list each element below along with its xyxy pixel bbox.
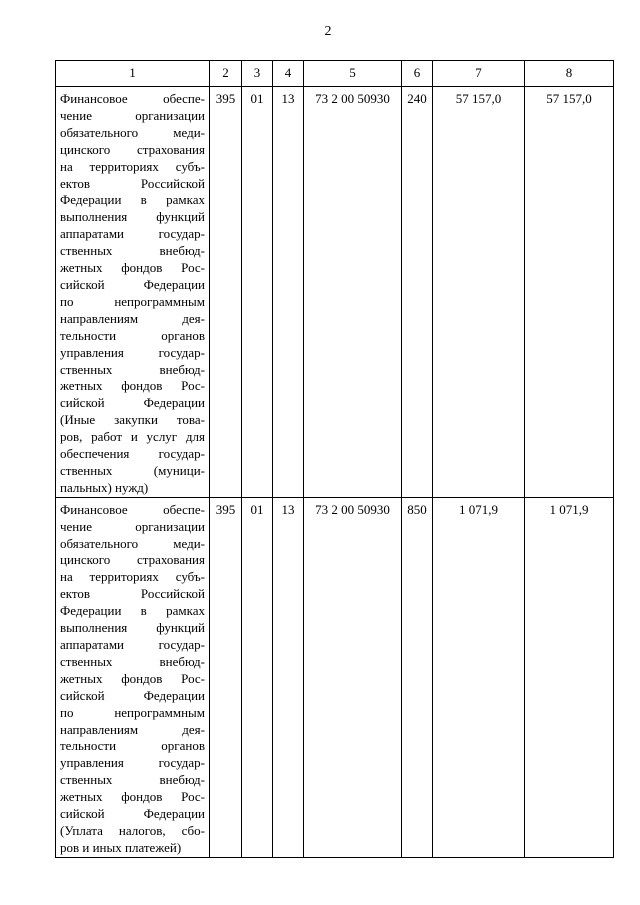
row-col-8: 1 071,9 — [525, 497, 614, 857]
description-line: по непрограммным — [60, 704, 205, 720]
row-description — [56, 497, 210, 857]
description-line: Финансовое обеспе- — [60, 501, 205, 517]
row-col-4: 13 — [273, 497, 304, 857]
description-line: чение организации — [60, 518, 205, 534]
description-line: ственных внебюд- — [60, 653, 205, 669]
description-line: Финансовое обеспе- — [60, 91, 205, 106]
description-line: чение организации — [60, 107, 205, 123]
row-col-6: 240 — [402, 87, 433, 498]
description-line: сийской Федерации — [60, 276, 205, 292]
header-cell-6: 6 — [402, 61, 433, 87]
description-line: цинского страхования — [60, 552, 205, 568]
description-line: ственных (муници- — [60, 462, 205, 478]
description-line: ров, работ и услуг для — [60, 429, 205, 445]
header-cell-3: 3 — [242, 61, 273, 87]
description-line: Федерации в рамках — [60, 603, 205, 619]
row-col-2: 395 — [210, 497, 242, 857]
row-col-3: 01 — [242, 497, 273, 857]
header-cell-4: 4 — [273, 61, 304, 87]
table-row — [56, 497, 614, 857]
table-row — [56, 87, 614, 498]
row-description — [56, 87, 210, 498]
description-line: управления государ- — [60, 344, 205, 360]
row-col-6: 850 — [402, 497, 433, 857]
description-line: ектов Российской — [60, 175, 205, 191]
description-line: сийской Федерации — [60, 806, 205, 822]
description-line: ров и иных платежей) — [60, 839, 182, 855]
header-cell-7: 7 — [433, 61, 525, 87]
budget-table — [55, 60, 614, 858]
description-line: по непрограммным — [60, 293, 205, 309]
description-line: ственных внебюд- — [60, 243, 205, 259]
header-cell-5: 5 — [304, 61, 402, 87]
header-row — [56, 61, 614, 87]
description-line: направлениям дея- — [60, 310, 205, 326]
row-col-5: 73 2 00 50930 — [304, 497, 402, 857]
description-line: сийской Федерации — [60, 687, 205, 703]
page-number: 2 — [324, 24, 332, 39]
header-cell-2: 2 — [210, 61, 242, 87]
description-line: (Уплата налогов, сбо- — [60, 822, 205, 838]
description-line: (Иные закупки това- — [60, 412, 205, 428]
description-line: обязательного меди- — [60, 535, 205, 551]
description-line: направлениям дея- — [60, 721, 205, 737]
description-line: жетных фондов Рос- — [60, 378, 205, 394]
description-line: Федерации в рамках — [60, 192, 205, 208]
description-line: сийской Федерации — [60, 395, 205, 411]
description-line: на территориях субъ- — [60, 158, 205, 174]
description-line: тельности органов — [60, 327, 205, 343]
row-col-4: 13 — [273, 87, 304, 498]
description-line: цинского страхования — [60, 141, 205, 157]
description-line: управления государ- — [60, 755, 205, 771]
description-line: пальных) нужд) — [60, 479, 149, 495]
row-col-8: 57 157,0 — [525, 87, 614, 498]
description-line: обязательного меди- — [60, 124, 205, 140]
row-col-2: 395 — [210, 87, 242, 498]
description-line: аппаратами государ- — [60, 637, 205, 652]
description-line: жетных фондов Рос- — [60, 670, 205, 686]
description-line: на территориях субъ- — [60, 569, 205, 585]
header-cell-8: 8 — [525, 61, 614, 87]
description-line: ственных внебюд- — [60, 772, 205, 788]
description-line: жетных фондов Рос- — [60, 789, 205, 805]
row-col-7: 57 157,0 — [433, 87, 525, 498]
description-line: тельности органов — [60, 738, 205, 754]
row-col-3: 01 — [242, 87, 273, 498]
description-line: аппаратами государ- — [60, 226, 205, 242]
description-line: обеспечения государ- — [60, 446, 205, 462]
row-col-7: 1 071,9 — [433, 497, 525, 857]
row-col-5: 73 2 00 50930 — [304, 87, 402, 498]
description-line: выполнения функций — [60, 209, 205, 225]
description-line: жетных фондов Рос- — [60, 260, 205, 276]
header-cell-1: 1 — [56, 61, 210, 87]
description-line: ственных внебюд- — [60, 361, 205, 377]
description-line: ектов Российской — [60, 586, 205, 602]
description-line: выполнения функций — [60, 620, 205, 636]
